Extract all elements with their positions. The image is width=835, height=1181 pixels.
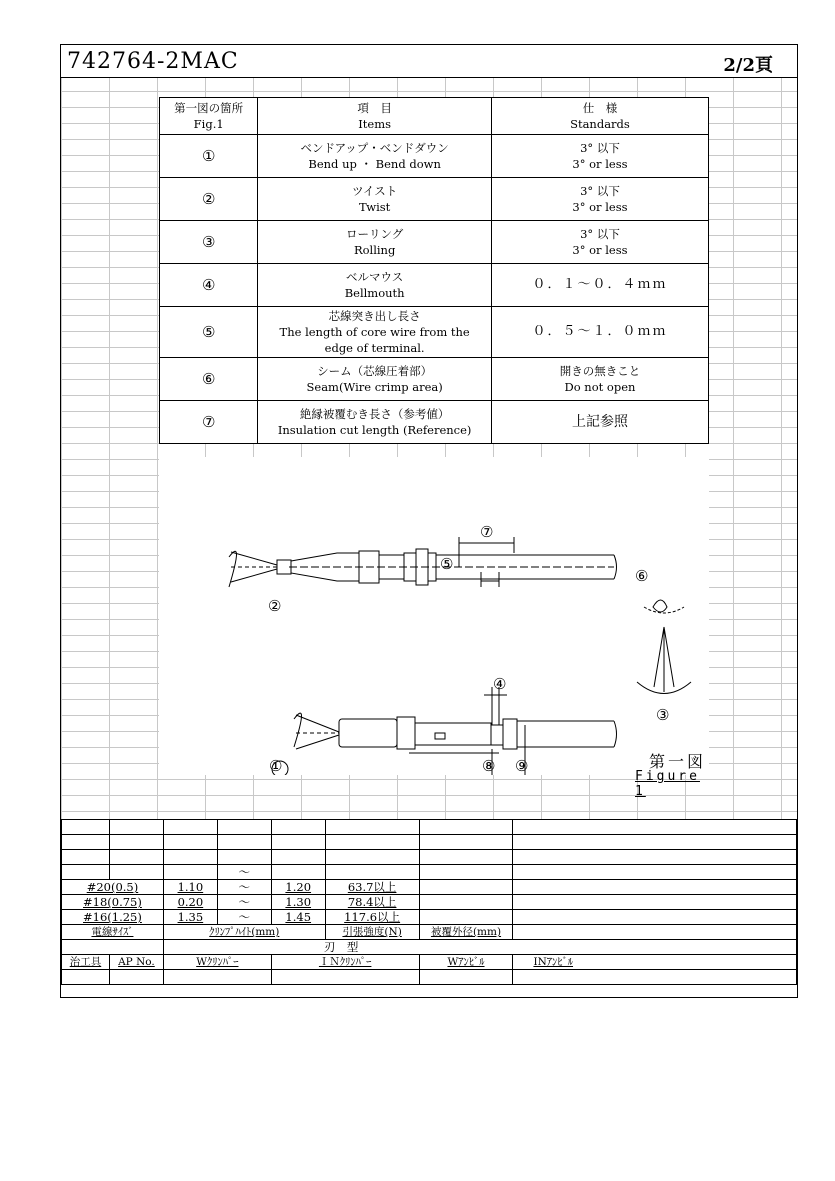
table-row xyxy=(62,910,797,925)
item-en: Twist xyxy=(358,200,391,214)
standard-jp: 3° 以下 xyxy=(580,227,620,241)
header-items-jp: 項 目 xyxy=(357,101,392,115)
crimp-spec-block xyxy=(61,819,797,998)
label-wire-size: 電線ｻｲｽﾞ xyxy=(62,925,164,940)
item-en-line2: edge of terminal. xyxy=(324,341,425,355)
standard-jp: 開きの無きこと xyxy=(559,364,641,378)
standard-en: 3° or less xyxy=(572,243,628,257)
figure-title-en: Figure 1 xyxy=(635,769,700,799)
tensile-strength: 63.7以上 xyxy=(325,880,419,895)
spec-row xyxy=(160,178,709,221)
spec-row xyxy=(160,221,709,264)
label-tool: 治工具 xyxy=(62,955,110,970)
item-en: Bellmouth xyxy=(344,286,405,300)
item-jp: 絶縁被覆むき長さ（参考値） xyxy=(299,407,450,421)
crimp-min: 1.10 xyxy=(163,880,217,895)
standard-value: ０．１～０．４ｍｍ xyxy=(491,264,708,307)
side-view-terminal xyxy=(294,713,617,753)
label-in-anvil: INｱﾝﾋﾞﾙ xyxy=(513,955,797,970)
label-ap-no: AP No. xyxy=(109,955,163,970)
drawing-sheet xyxy=(60,44,798,998)
crimp-min: 1.35 xyxy=(163,910,217,925)
callout-label-1: ① xyxy=(269,757,283,775)
title-bar xyxy=(61,45,797,78)
item-jp: 芯線突き出し長さ xyxy=(328,309,421,323)
row-number: ② xyxy=(160,178,258,221)
standard-value: 上記参照 xyxy=(491,401,708,444)
table-row xyxy=(62,970,797,985)
spec-table xyxy=(159,97,709,444)
table-row xyxy=(62,850,797,865)
rolling-diagram xyxy=(637,600,691,694)
item-en: Seam(Wire crimp area) xyxy=(306,380,443,394)
item-en: Rolling xyxy=(353,243,396,257)
document-number: 742764-2MAC xyxy=(67,49,239,74)
crimp-min: 0.20 xyxy=(163,895,217,910)
crimp-table xyxy=(61,819,797,985)
spec-row xyxy=(160,401,709,444)
item-jp: シーム（芯線圧着部） xyxy=(317,364,433,378)
table-row xyxy=(62,880,797,895)
spec-row xyxy=(160,135,709,178)
callout-label-9: ⑨ xyxy=(515,757,529,775)
standard-en: 3° or less xyxy=(572,157,628,171)
spec-row xyxy=(160,264,709,307)
callout-label-3: ③ xyxy=(656,706,670,724)
blade-type-label: 刃 型 xyxy=(163,940,796,955)
crimp-max: 1.20 xyxy=(271,880,325,895)
crimp-sep: ～ xyxy=(217,910,271,925)
label-w-anvil: Wｱﾝﾋﾞﾙ xyxy=(419,955,513,970)
tensile-strength: 117.6以上 xyxy=(325,910,419,925)
figure-title-jp: 第一図 xyxy=(649,752,707,771)
standard-jp: 3° 以下 xyxy=(580,141,620,155)
tilde: ～ xyxy=(217,865,271,880)
wire-size: #18(0.75) xyxy=(62,895,164,910)
spec-row xyxy=(160,307,709,358)
item-jp: ベルマウス xyxy=(346,270,404,284)
crimp-sep: ～ xyxy=(217,880,271,895)
label-in-crimper: ＩＮｸﾘﾝﾊﾟｰ xyxy=(271,955,419,970)
crimp-max: 1.45 xyxy=(271,910,325,925)
table-row xyxy=(62,835,797,850)
header-items-en: Items xyxy=(358,117,392,131)
spec-row xyxy=(160,358,709,401)
callout-label-8: ⑧ xyxy=(482,757,496,775)
row-number: ③ xyxy=(160,221,258,264)
callout-label-7: ⑦ xyxy=(480,523,494,541)
standard-en: 3° or less xyxy=(572,200,628,214)
item-jp: ツイスト xyxy=(351,184,398,198)
row-number: ⑦ xyxy=(160,401,258,444)
page-number: 2/2頁 xyxy=(723,55,773,76)
row-number: ④ xyxy=(160,264,258,307)
header-location-jp: 第一図の箇所 xyxy=(174,101,244,115)
blade-row xyxy=(62,940,797,955)
tensile-strength: 78.4以上 xyxy=(325,895,419,910)
table-row xyxy=(62,865,797,880)
header-standards-en: Standards xyxy=(570,117,630,131)
header-location-en: Fig.1 xyxy=(193,117,224,131)
standard-value: ０．５～１．０ｍｍ xyxy=(491,307,708,358)
wire-size: #20(0.5) xyxy=(62,880,164,895)
tool-label-row xyxy=(62,955,797,970)
item-jp: ローリング xyxy=(345,227,404,241)
top-view-terminal xyxy=(229,549,617,587)
callout-label-6: ⑥ xyxy=(635,567,649,585)
callout-label-5: ⑤ xyxy=(440,555,454,573)
item-en: Insulation cut length (Reference) xyxy=(277,423,472,437)
row-number: ⑥ xyxy=(160,358,258,401)
item-en: The length of core wire from the xyxy=(279,325,470,339)
item-jp: ベンドアップ・ベンドダウン xyxy=(300,141,449,155)
label-insulation: 被覆外径(mm) xyxy=(419,925,513,940)
crimp-max: 1.30 xyxy=(271,895,325,910)
terminal-drawing xyxy=(159,457,709,775)
standard-jp: 3° 以下 xyxy=(580,184,620,198)
item-en: Bend up ・ Bend down xyxy=(308,157,441,171)
table-row xyxy=(62,895,797,910)
crimp-sep: ～ xyxy=(217,895,271,910)
wire-size: #16(1.25) xyxy=(62,910,164,925)
table-row xyxy=(62,820,797,835)
label-w-crimper: Wｸﾘﾝﾊﾟｰ xyxy=(163,955,271,970)
header-standards-jp: 仕 様 xyxy=(582,101,618,115)
spec-header-row xyxy=(160,98,709,135)
table-label-row xyxy=(62,925,797,940)
label-crimp-height: ｸﾘﾝﾌﾟﾊｲﾄ(mm) xyxy=(163,925,325,940)
row-number: ⑤ xyxy=(160,307,258,358)
label-tensile: 引張強度(N) xyxy=(325,925,419,940)
figure-1 xyxy=(159,457,709,799)
standard-en: Do not open xyxy=(564,380,636,394)
callout-label-4: ④ xyxy=(493,675,507,693)
callout-label-2: ② xyxy=(268,597,282,615)
row-number: ① xyxy=(160,135,258,178)
